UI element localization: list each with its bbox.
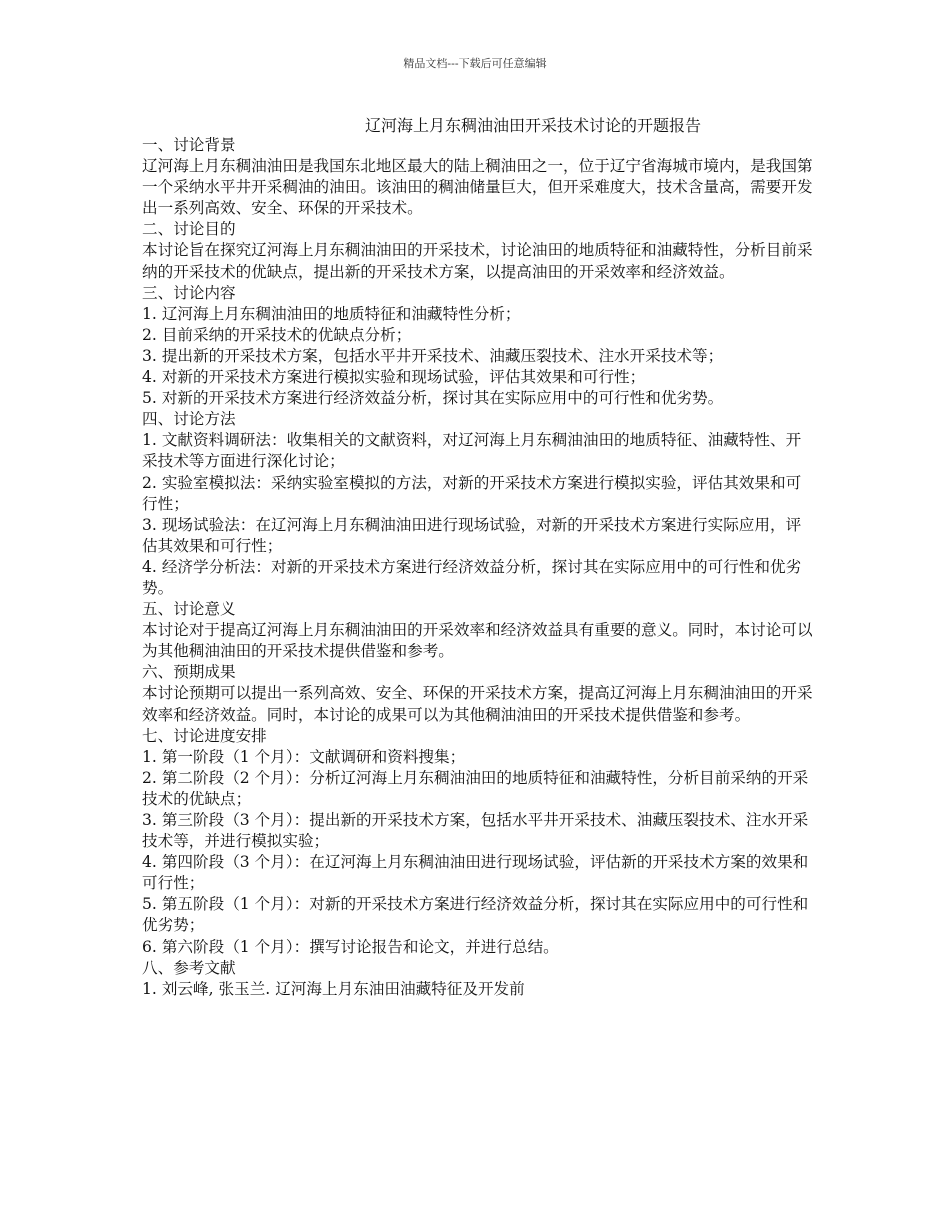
list-item: 1. 辽河海上月东稠油油田的地质特征和油藏特性分析； [142, 304, 521, 323]
section-heading-content: 三、讨论内容 [142, 283, 236, 302]
section-heading-references: 八、参考文献 [142, 958, 236, 977]
paragraph-significance: 本讨论对于提高辽河海上月东稠油油田的开采效率和经济效益具有重要的意义。同时，本讨论可以为其他稠油油田的开采技术提供借鉴和参考。 [142, 621, 813, 661]
section-heading-significance: 五、讨论意义 [142, 600, 236, 619]
list-item: 6. 第六阶段（1 个月）：撰写讨论报告和论文，并进行总结。 [142, 937, 559, 956]
list-item: 4. 对新的开采技术方案进行模拟实验和现场试验，评估其效果和可行性； [142, 368, 646, 387]
list-item: 4. 经济学分析法：对新的开采技术方案进行经济效益分析，探讨其在实际应用中的可行性和优劣势。 [142, 557, 802, 597]
list-item: 3. 现场试验法：在辽河海上月东稠油油田进行现场试验，对新的开采技术方案进行实际应用，评估其效果和可行性； [142, 515, 802, 555]
section-heading-schedule: 七、讨论进度安排 [142, 726, 267, 745]
list-item: 3. 提出新的开采技术方案，包括水平井开采技术、油藏压裂技术、注水开采技术等； [142, 346, 724, 365]
list-item: 2. 实验室模拟法：采纳实验室模拟的方法，对新的开采技术方案进行模拟实验，评估其效果和可行性； [142, 473, 802, 513]
list-item: 5. 对新的开采技术方案进行经济效益分析，探讨其在实际应用中的可行性和优劣势。 [142, 389, 724, 408]
section-heading-methods: 四、讨论方法 [142, 410, 236, 429]
page-header: 精品文档---下载后可任意编辑 [403, 57, 547, 70]
list-item: 4. 第四阶段（3 个月）：在辽河海上月东稠油油田进行现场试验，评估新的开采技术方案的效果和可行性； [142, 853, 809, 893]
list-item: 1. 刘云峰, 张玉兰. 辽河海上月东油田油藏特征及开发前 [142, 979, 525, 998]
paragraph-purpose: 本讨论旨在探究辽河海上月东稠油油田的开采技术，讨论油田的地质特征和油藏特性，分析目前采纳的开采技术的优缺点，提出新的开采技术方案，以提高油田的开采效率和经济效益。 [142, 241, 813, 281]
list-item: 5. 第五阶段（1 个月）：对新的开采技术方案进行经济效益分析，探讨其在实际应用中的可行性和优劣势； [142, 895, 809, 935]
paragraph-background: 辽河海上月东稠油油田是我国东北地区最大的陆上稠油田之一，位于辽宁省海城市境内，是我国第一个采纳水平井开采稠油的油田。该油田的稠油储量巨大，但开采难度大，技术含量高，需要开发出一系列高效、安全、环保的开采技术。 [142, 157, 813, 218]
section-heading-background: 一、讨论背景 [142, 136, 236, 154]
list-item: 3. 第三阶段（3 个月）：提出新的开采技术方案，包括水平井开采技术、油藏压裂技术、注水开采技术等，并进行模拟实验； [142, 811, 809, 851]
section-heading-outcomes: 六、预期成果 [142, 663, 236, 682]
document-body [142, 135, 814, 1000]
document-title: 辽河海上月东稠油油田开采技术讨论的开题报告 [365, 116, 702, 135]
list-item: 1. 第一阶段（1 个月）：文献调研和资料搜集； [142, 747, 466, 766]
list-item: 1. 文献资料调研法：收集相关的文献资料，对辽河海上月东稠油油田的地质特征、油藏特性、开采技术等方面进行深化讨论； [142, 431, 802, 471]
section-heading-purpose: 二、讨论目的 [142, 220, 236, 239]
paragraph-outcomes: 本讨论预期可以提出一系列高效、安全、环保的开采技术方案，提高辽河海上月东稠油油田的开采效率和经济效益。同时，本讨论的成果可以为其他稠油油田的开采技术提供借鉴和参考。 [142, 684, 813, 724]
list-item: 2. 第二阶段（2 个月）：分析辽河海上月东稠油油田的地质特征和油藏特性，分析目前采纳的开采技术的优缺点； [142, 768, 809, 808]
list-item: 2. 目前采纳的开采技术的优缺点分析； [142, 325, 412, 344]
